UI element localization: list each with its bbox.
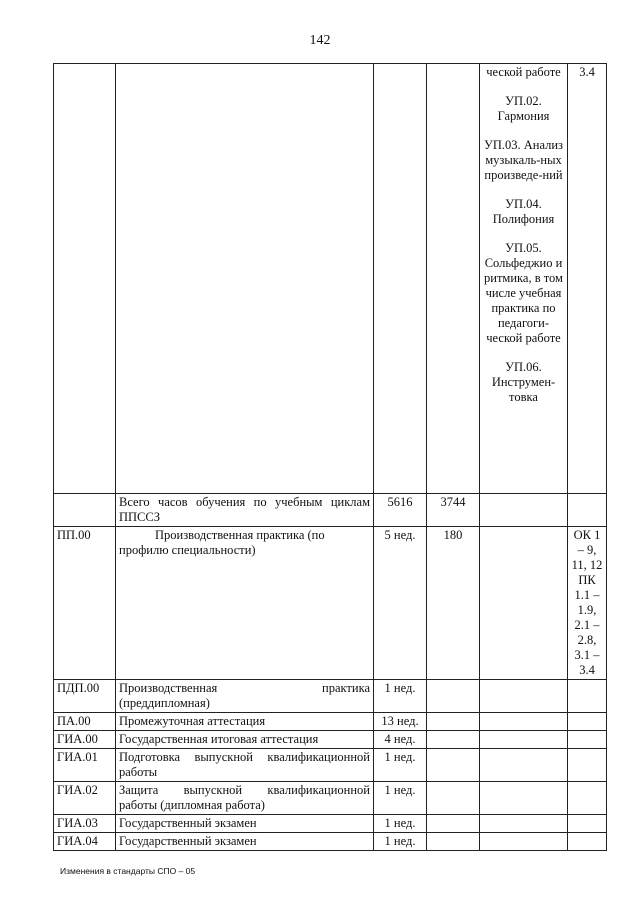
practice-entry: ческой работе bbox=[486, 65, 561, 79]
row-weeks: 1 нед. bbox=[374, 833, 427, 851]
competence-cell: 3.4 bbox=[568, 64, 607, 494]
row-name: Защита выпускной квалификационной работы (дипломная работа) bbox=[116, 782, 374, 815]
row-weeks: 1 нед. bbox=[374, 680, 427, 713]
row-code: ГИА.04 bbox=[54, 833, 116, 851]
practice-list bbox=[480, 64, 568, 494]
table-row bbox=[54, 749, 607, 782]
table-row bbox=[54, 782, 607, 815]
total-label: Всего часов обучения по учебным циклам ППССЗ bbox=[116, 494, 374, 527]
row-name: Производственная практика (преддипломная) bbox=[116, 680, 374, 713]
practice-entry: УП.06. Инструмен-товка bbox=[491, 360, 556, 404]
row-code: ПП.00 bbox=[54, 527, 116, 680]
total-max-load: 5616 bbox=[374, 494, 427, 527]
cell-code-empty bbox=[54, 64, 116, 494]
table-row-pp bbox=[54, 527, 607, 680]
row-code: ПДП.00 bbox=[54, 680, 116, 713]
row-weeks: 4 нед. bbox=[374, 731, 427, 749]
row-code: ГИА.03 bbox=[54, 815, 116, 833]
row-weeks: 5 нед. bbox=[374, 527, 427, 680]
practice-entry: УП.05. Сольфеджио и ритмика, в том числе учебная практика по педагоги-ческой работе bbox=[484, 241, 563, 345]
row-name: Государственная итоговая аттестация bbox=[116, 731, 374, 749]
row-code: ГИА.00 bbox=[54, 731, 116, 749]
page-number: 142 bbox=[309, 33, 331, 48]
cell-hours-empty bbox=[427, 64, 480, 494]
table-row bbox=[54, 713, 607, 731]
row-name: Производственная практика (по профилю специальности) bbox=[116, 527, 374, 680]
table-row bbox=[54, 815, 607, 833]
row-weeks: 1 нед. bbox=[374, 749, 427, 782]
row-code: ГИА.01 bbox=[54, 749, 116, 782]
competence-list: ОК 1 – 9, 11, 12 ПК 1.1 – 1.9, 2.1 – 2.8, 3.1 – 3.4 bbox=[568, 527, 607, 680]
practice-entry: УП.04. Полифония bbox=[492, 197, 555, 226]
table-row-total bbox=[54, 494, 607, 527]
table-row-continuation bbox=[54, 64, 607, 494]
row-weeks: 1 нед. bbox=[374, 782, 427, 815]
row-weeks: 13 нед. bbox=[374, 713, 427, 731]
practice-entry: УП.03. Анализ музыкаль-ных произведе-ний bbox=[484, 138, 563, 182]
row-name: Промежуточная аттестация bbox=[116, 713, 374, 731]
row-code: ГИА.02 bbox=[54, 782, 116, 815]
practice-entry: УП.02. Гармония bbox=[497, 94, 550, 123]
cell-max-empty bbox=[374, 64, 427, 494]
row-name: Государственный экзамен bbox=[116, 815, 374, 833]
table-row bbox=[54, 731, 607, 749]
row-name: Государственный экзамен bbox=[116, 833, 374, 851]
page-footer: Изменения в стандарты СПО – 05 bbox=[60, 866, 196, 876]
total-hours: 3744 bbox=[427, 494, 480, 527]
row-name: Подготовка выпускной квалификационной работы bbox=[116, 749, 374, 782]
cell-name-empty bbox=[116, 64, 374, 494]
table-row bbox=[54, 833, 607, 851]
curriculum-table bbox=[53, 63, 607, 851]
row-hours: 180 bbox=[427, 527, 480, 680]
row-code: ПА.00 bbox=[54, 713, 116, 731]
row-weeks: 1 нед. bbox=[374, 815, 427, 833]
table-row bbox=[54, 680, 607, 713]
